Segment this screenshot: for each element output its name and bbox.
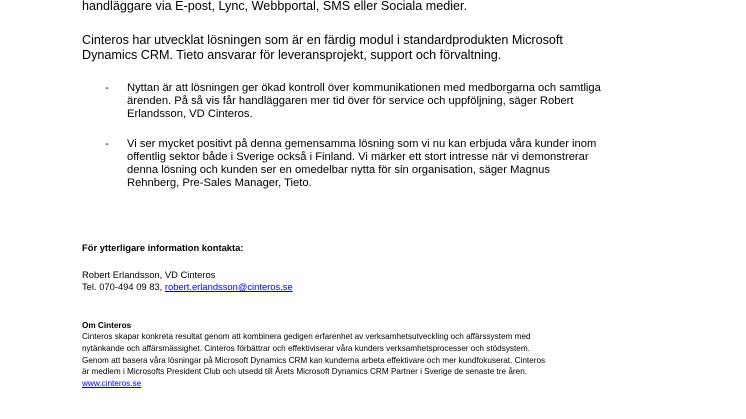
quote-1-dash: - (105, 82, 109, 94)
quote-1-line-3: Erlandsson, VD Cinteros. (127, 108, 253, 120)
intro-paragraph-line-2: Dynamics CRM. Tieto ansvarar för leveransprojekt, support och förvaltning. (82, 48, 502, 62)
about-line-3: Genom att basera våra lösningar på Microsoft Dynamics CRM kan kunderna arbeta effektivare och mer kundfokuserat. Cinteros (82, 356, 546, 365)
quote-1-line-1: Nyttan är att lösningen ger ökad kontroll över kommunikationen med medborgarna och samtliga (127, 82, 601, 94)
about-heading: Om Cinteros (82, 321, 132, 330)
about-line-4: är medlem i Microsofts President Club och utsedd till Årets Microsoft Dynamics CRM Partner i Sverige de senaste tre åren. (82, 367, 528, 376)
about-line-2: nytänkande och affärsmässighet. Cinteros förbättrar och effektiviserar våra kunders verksamhetsprocesser och stödsystem. (82, 344, 530, 353)
quote-2-line-2: offentlig sektor både i Sverige också i Finland. Vi märker ett stort intresse när vi demonstrerar (127, 151, 589, 163)
about-line-1: Cinteros skapar konkreta resultat genom att kombinera gedigen erfarenhet av verksamhetsutveckling och affärssystem med (82, 332, 531, 341)
quote-2-line-3: denna lösning och kunden ser en omedelbar nytta för sin organisation, säger Magnus (127, 164, 550, 176)
contact-name: Robert Erlandsson, VD Cinteros (82, 269, 216, 280)
quote-2-line-4: Rehnberg, Pre-Sales Manager, Tieto. (127, 177, 312, 189)
intro-line-top: handläggare via E-post, Lync, Webbportal, SMS eller Sociala medier. (82, 0, 468, 13)
contact-email-link[interactable]: robert.erlandsson@cinteros.se (164, 281, 293, 292)
contact-phone-line (82, 281, 293, 292)
website-link[interactable]: www.cinteros.se (82, 379, 142, 388)
quote-2-line-1: Vi ser mycket positivt på denna gemensamma lösning som vi nu kan erbjuda våra kunder inom (127, 138, 597, 150)
quote-2-dash: - (105, 138, 109, 150)
about-website-line (82, 379, 141, 389)
quote-1-line-2: ärenden. På så vis får handläggaren mer tid över för service och uppföljning, säger Robert (127, 95, 574, 107)
intro-paragraph-line-1: Cinteros har utvecklat lösningen som är en färdig modul i standardprodukten Microsoft (82, 33, 563, 47)
contact-heading: För ytterligare information kontakta: (82, 242, 244, 253)
contact-phone: Tel. 070-494 09 83, (82, 281, 165, 292)
